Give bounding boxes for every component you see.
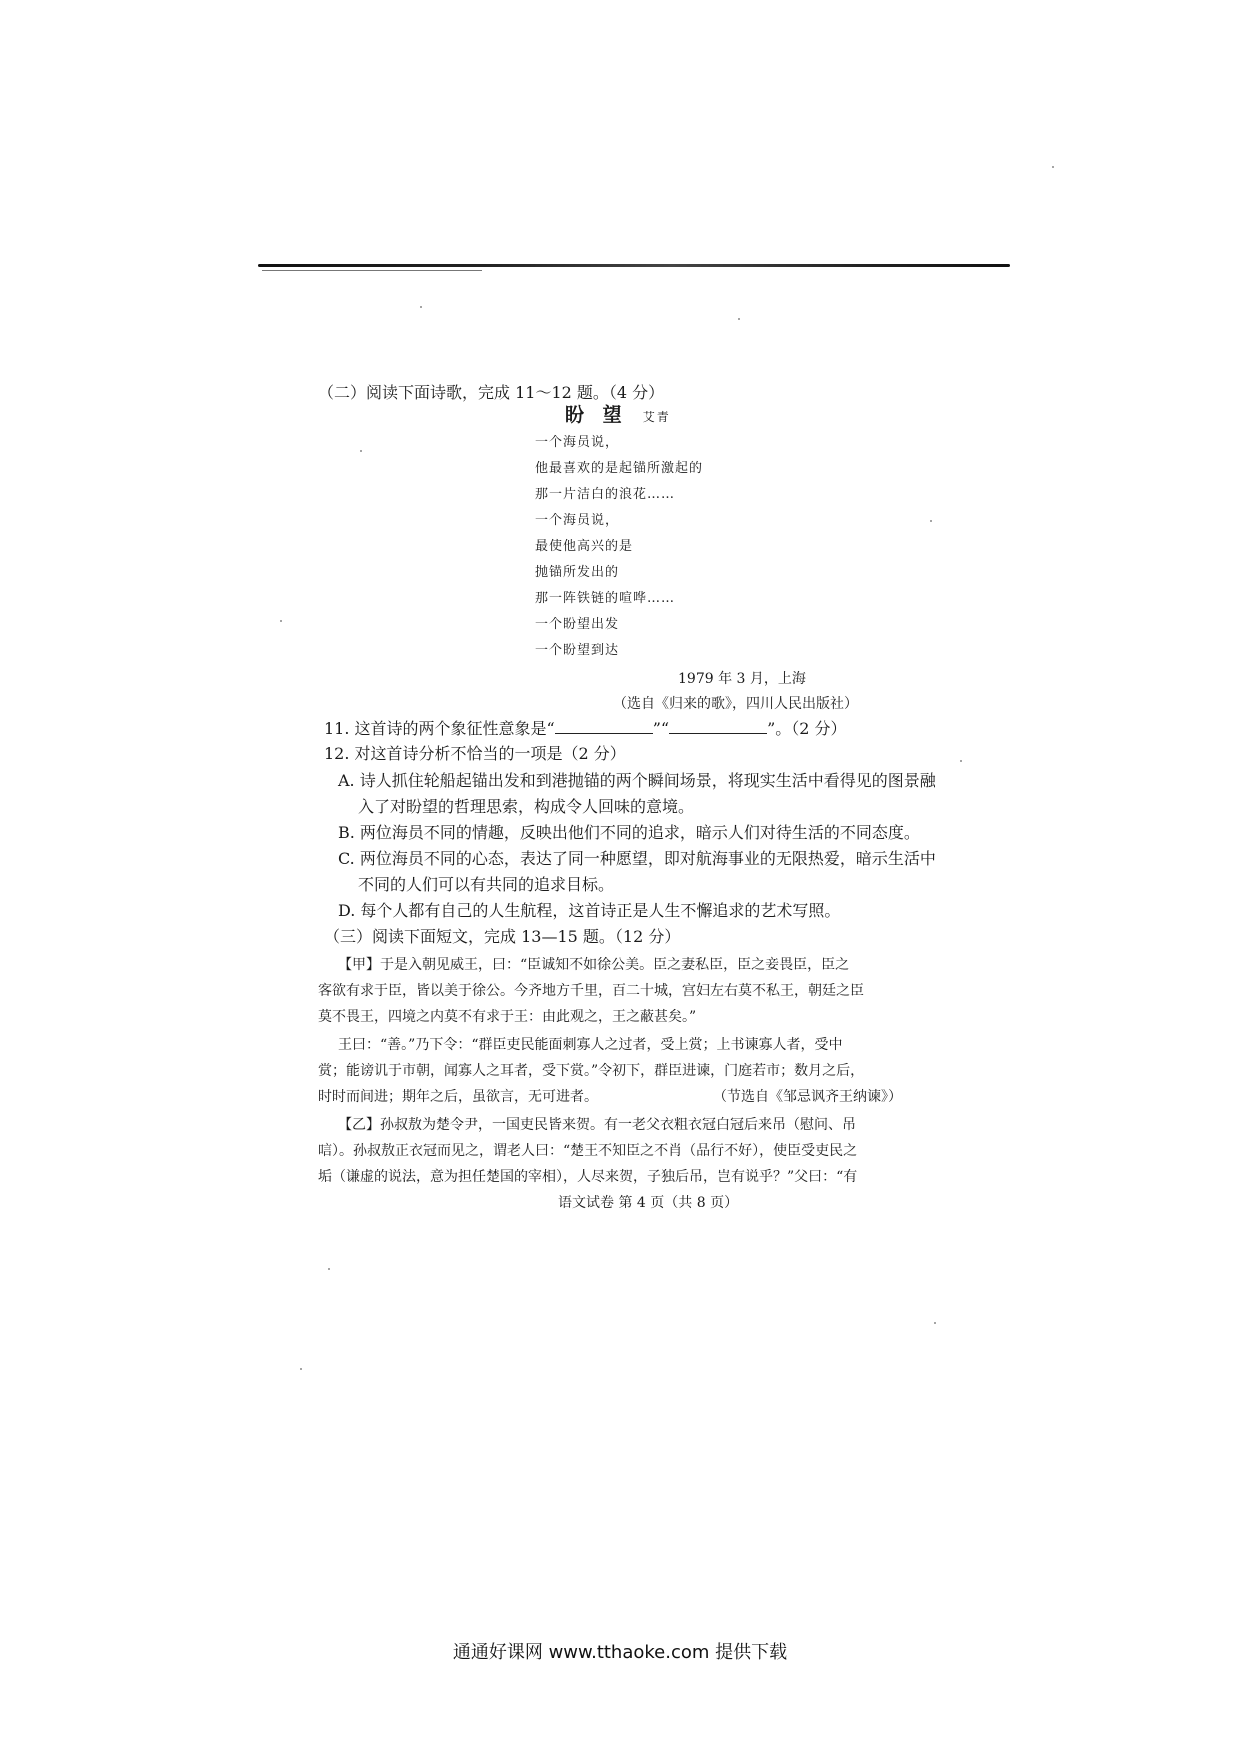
jia-source: （节选自《邹忌讽齐王纳谏》） [713,1089,902,1105]
scan-speck [300,1368,302,1370]
scan-speck [328,1268,330,1270]
jia-line-3: 莫不畏王，四境之内莫不有求于王：由此观之，王之蔽甚矣。” [318,1009,697,1025]
question-11-mid: ”“ [652,719,670,738]
jia-line-5: 赏；能谤讥于市朝，闻寡人之耳者，受下赏。”令初下，群臣进谏，门庭若市；数月之后， [318,1063,865,1079]
yi-line-1: 【乙】孙叔敖为楚令尹，一国吏民皆来贺。有一老父衣粗衣冠白冠后来吊（慰问、吊 [338,1117,856,1133]
section3-heading: （三）阅读下面短文，完成 13—15 题。（12 分） [324,927,681,946]
poem-author: 艾青 [642,410,671,424]
poem-line-8: 一个盼望出发 [535,617,620,632]
poem-line-9: 一个盼望到达 [535,643,620,658]
header-rule [258,264,1010,267]
poem-title-block [565,404,671,428]
poem-line-3: 那一片洁白的浪花…… [535,487,676,502]
jia-line-1: 【甲】于是入朝见威王，曰：“臣诚知不如徐公美。臣之妻私臣，臣之妾畏臣，臣之 [338,957,850,973]
yi-line-3: 垢（谦虚的说法，意为担任楚国的宰相），人尽来贺，子独后吊，岂有说乎？”父曰：“有 [318,1169,858,1185]
answer-blank-2[interactable] [669,719,767,734]
poem-date: 1979 年 3 月，上海 [678,671,806,687]
poem-line-6: 抛锚所发出的 [535,565,620,580]
option-d: D. 每个人都有自己的人生航程，这首诗正是人生不懈追求的艺术写照。 [338,901,841,920]
jia-line-4: 王曰：“善。”乃下令：“群臣吏民能面刺寡人之过者，受上赏；上书谏寡人者，受中 [338,1037,843,1053]
option-c-line-2: 不同的人们可以有共同的追求目标。 [358,875,615,894]
scan-speck [1052,166,1054,168]
scan-speck [934,1322,936,1324]
poem-line-2: 他最喜欢的是起锚所激起的 [535,461,704,476]
poem-line-5: 最使他高兴的是 [535,539,634,554]
poem-title: 盼 望 [565,404,628,426]
jia-line-2: 客欲有求于臣，皆以美于徐公。今齐地方千里，百二十城，宫妇左右莫不私王，朝廷之臣 [318,983,864,999]
question-11-text: 11. 这首诗的两个象征性意象是“ [324,719,555,738]
option-c-line-1: C. 两位海员不同的心态，表达了同一种愿望，即对航海事业的无限热爱，暗示生活中 [338,849,936,868]
question-12: 12. 对这首诗分析不恰当的一项是（2 分） [324,744,626,763]
jia-line-6: 时时而间进；期年之后，虽欲言，无可进者。 [318,1089,598,1105]
scan-speck [420,306,422,308]
poem-line-1: 一个海员说， [535,435,620,450]
option-a-line-2: 入了对盼望的哲理思索，构成令人回味的意境。 [358,797,695,816]
page-number: 语文试卷 第 4 页（共 8 页） [558,1195,739,1211]
poem-line-7: 那一阵铁链的喧哗…… [535,591,676,606]
question-11-end: ”。（2 分） [767,719,847,738]
option-a-line-1: A. 诗人抓住轮船起锚出发和到港抛锚的两个瞬间场景，将现实生活中看得见的图景融 [338,771,936,790]
header-rule-thin [262,270,482,271]
scan-speck [360,450,362,452]
scan-speck [738,318,740,320]
answer-blank-1[interactable] [555,719,653,734]
scan-speck [930,520,932,522]
option-b: B. 两位海员不同的情趣，反映出他们不同的追求，暗示人们对待生活的不同态度。 [338,823,920,842]
section2-heading: （二）阅读下面诗歌，完成 11～12 题。（4 分） [318,383,665,402]
question-11 [324,718,847,740]
site-footer: 通通好课网 www.tthaoke.com 提供下载 [452,1642,788,1663]
poem-line-4: 一个海员说， [535,513,620,528]
poem-source: （选自《归来的歌》，四川人民出版社） [613,696,858,712]
yi-line-2: 唁）。孙叔敖正衣冠而见之，谓老人曰：“楚王不知臣之不肖（品行不好），使臣受吏民之 [318,1143,858,1159]
scan-speck [280,620,282,622]
scan-speck [960,760,962,762]
